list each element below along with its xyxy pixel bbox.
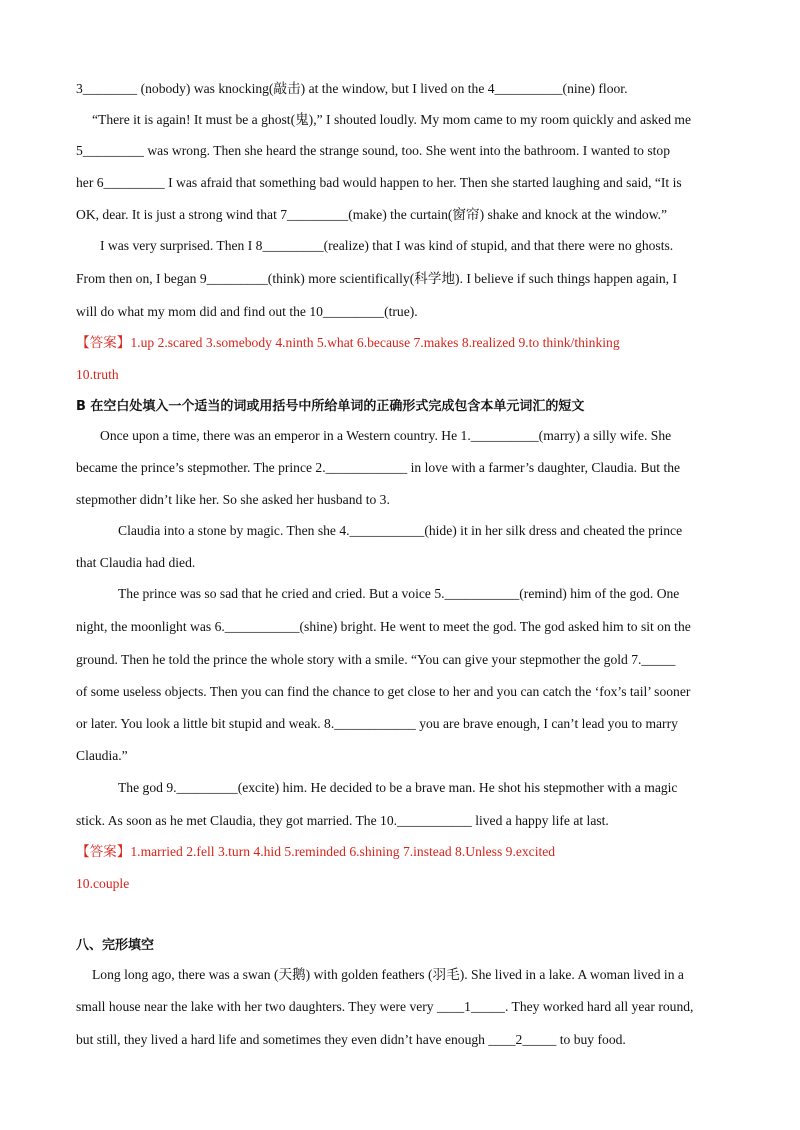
text-line: 5_________ was wrong. Then she heard the strange sound, too. She went into the bathroom. I wanted to stop: [76, 143, 670, 158]
text-line: OK, dear. It is just a strong wind that 7_________(make) the curtain(窗帘) shake and knock at the window.”: [76, 207, 668, 222]
text-line: night, the moonlight was 6.___________(shine) bright. He went to meet the god. The god asked him to sit on the: [76, 619, 691, 634]
text-line: her 6_________ I was afraid that something bad would happen to her. Then she started laughing and said, “It is: [76, 175, 682, 190]
answer-line: 10.truth: [76, 367, 119, 382]
text-line: or later. You look a little bit stupid and weak. 8.____________ you are brave enough, I can’t lead you to marry: [76, 716, 678, 731]
text-line: Once upon a time, there was an emperor in a Western country. He 1.__________(marry) a silly wife. She: [100, 428, 672, 443]
text-line: “There it is again! It must be a ghost(鬼),” I shouted loudly. My mom came to my room quickly and asked me: [92, 112, 691, 127]
answer-label: 【答案】: [76, 335, 131, 350]
text-line: that Claudia had died.: [76, 555, 196, 570]
text-line: Long long ago, there was a swan (天鹅) with golden feathers (羽毛). She lived in a lake. A woman lived in a: [92, 967, 684, 982]
text-line: small house near the lake with her two daughters. They were very ____1_____. They worked hard all year round,: [76, 999, 694, 1014]
text-line: but still, they lived a hard life and sometimes they even didn’t have enough ____2_____ to buy food.: [76, 1032, 626, 1047]
section-heading: B 在空白处填入一个适当的词或用括号中所给单词的正确形式完成包含本单元词汇的短文: [76, 399, 585, 414]
answer-line: [76, 843, 736, 861]
text-line: The god 9._________(excite) him. He decided to be a brave man. He shot his stepmother with a magic: [118, 780, 678, 795]
text-line: From then on, I began 9_________(think) more scientifically(科学地). I believe if such things happen again, I: [76, 271, 677, 286]
text-line: ground. Then he told the prince the whole story with a smile. “You can give your stepmother the gold 7._____: [76, 652, 676, 667]
answer-label: 【答案】: [76, 844, 131, 859]
answer-line: [76, 334, 736, 352]
answer-text: 1.up 2.scared 3.somebody 4.ninth 5.what 6.because 7.makes 8.realized 9.to think/thinking: [130, 335, 620, 350]
section-heading: 八、完形填空: [76, 938, 155, 953]
text-line: will do what my mom did and find out the 10_________(true).: [76, 304, 418, 319]
text-line: Claudia into a stone by magic. Then she 4.___________(hide) it in her silk dress and cheated the prince: [118, 523, 683, 538]
text-line: I was very surprised. Then I 8_________(realize) that I was kind of stupid, and that there were no ghosts.: [100, 238, 674, 253]
text-line: 3________ (nobody) was knocking(敲击) at the window, but I lived on the 4__________(nine) floor.: [76, 81, 628, 96]
text-line: The prince was so sad that he cried and cried. But a voice 5.___________(remind) him of the god. One: [118, 586, 680, 601]
text-line: stepmother didn’t like her. So she asked her husband to 3.: [76, 492, 390, 507]
answer-text: 1.married 2.fell 3.turn 4.hid 5.reminded 6.shining 7.instead 8.Unless 9.excited: [130, 844, 556, 859]
answer-line: 10.couple: [76, 876, 130, 891]
text-line: of some useless objects. Then you can find the chance to get close to her and you can catch the ‘fox’s tail’ sooner: [76, 684, 691, 699]
text-line: became the prince’s stepmother. The prince 2.____________ in love with a farmer’s daughter, Claudia. But the: [76, 460, 681, 475]
text-line: stick. As soon as he met Claudia, they got married. The 10.___________ lived a happy life at last.: [76, 813, 609, 828]
text-line: Claudia.”: [76, 748, 128, 763]
